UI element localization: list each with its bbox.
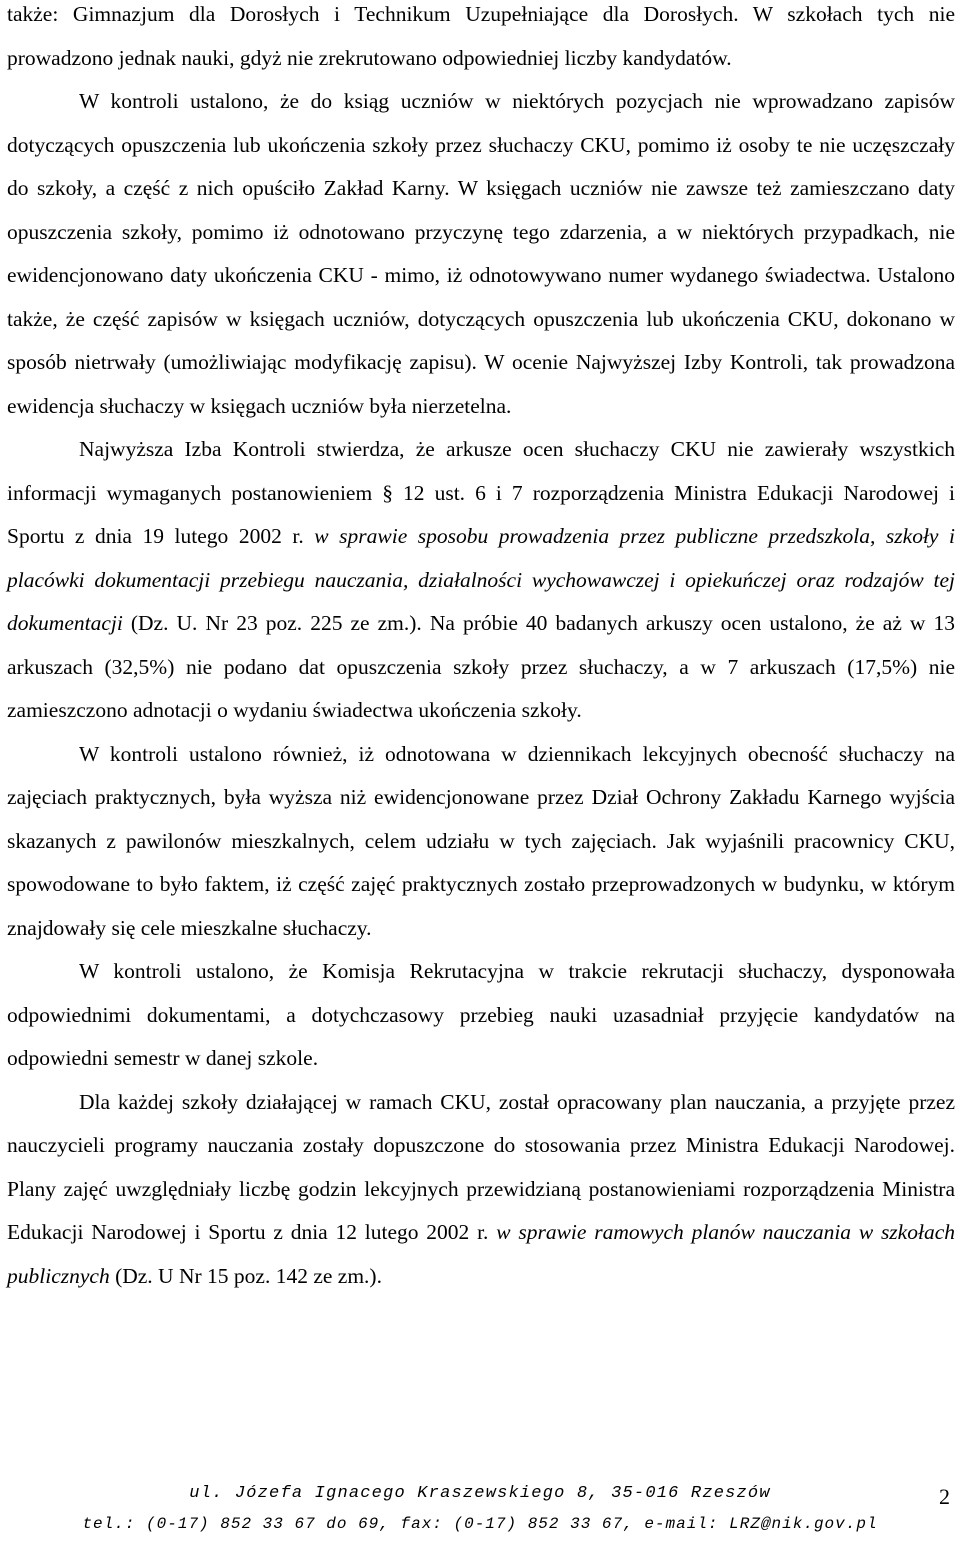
paragraph-text: (Dz. U. Nr 23 poz. 225 ze zm.). Na próbie 40 badanych arkuszy ocen ustalono, że aż w 13 arkuszach (32,5%) nie podano dat opuszczenia szkoły przez słuchaczy, a w 7 arkuszach (17,5%) nie zamieszczono adnotacji o wydaniu świadectwa ukończenia szkoły. — [7, 611, 955, 722]
paragraph-0 — [7, 0, 955, 80]
paragraph-text: W kontroli ustalono, że do ksiąg uczniów w niektórych pozycjach nie wprowadzano zapisów dotyczących opuszczenia lub ukończenia szkoły przez słuchaczy CKU, pomimo iż osoby te nie uczęszczały do szkoły, a część z nich opuściło Zakład Karny. W księgach uczniów nie zawsze też zamieszczano daty opuszczenia szkoły, pomimo iż odnotowano przyczynę tego zdarzenia, a w niektórych przypadkach, nie ewidencjonowano daty ukończenia CKU - mimo, iż odnotowywano numer wydanego świadectwa. Ustalono także, że część zapisów w księgach uczniów, dotyczących opuszczenia lub ukończenia CKU, dokonano w sposób nietrwały (umożliwiając modyfikację zapisu). W ocenie Najwyższej Izby Kontroli, tak prowadzona ewidencja słuchaczy w księgach uczniów była nierzetelna. — [7, 89, 955, 418]
page-number: 2 — [939, 1484, 950, 1509]
footer-address: ul. Józefa Ignacego Kraszewskiego 8, 35-016 Rzeszów — [189, 1484, 771, 1503]
paragraph-text: także: Gimnazjum dla Dorosłych i Technikum Uzupełniające dla Dorosłych. W szkołach tych nie prowadzono jednak nauki, gdyż nie zrekrutowano odpowiedniej liczby kandydatów. — [7, 2, 955, 70]
paragraph-text: (Dz. U Nr 15 poz. 142 ze zm.). — [109, 1263, 382, 1288]
paragraph-text: W kontroli ustalono, że Komisja Rekrutacyjna w trakcie rekrutacji słuchaczy, dysponowała odpowiednimi dokumentami, a dotychczasowy przebieg nauki uzasadniał przyjęcie kandydatów na odpowiedni semestr w danej szkole. — [7, 959, 955, 1070]
paragraph-3 — [7, 733, 955, 951]
paragraph-4 — [7, 950, 955, 1081]
paragraph-5 — [7, 1081, 955, 1299]
paragraph-2 — [7, 428, 955, 733]
italic-title-text: w sprawie sposobu prowadzenia przez publiczne przedszkola, szkoły i placówki dokumentacji przebiegu nauczania, działalności wychowawczej i opiekuńczej oraz rodzajów tej dokumentacji — [7, 524, 955, 635]
footer-contact: tel.: (0-17) 852 33 67 do 69, fax: (0-17) 852 33 67, e-mail: LRZ@nik.gov.pl — [82, 1515, 878, 1533]
italic-title-text: w sprawie ramowych planów nauczania w szkołach publicznych — [7, 1220, 955, 1288]
document-body — [7, 0, 955, 1298]
paragraph-text: Najwyższa Izba Kontroli stwierdza, że arkusze ocen słuchaczy CKU nie zawierały wszystkich informacji wymaganych postanowieniem § 12 ust. 6 i 7 rozporządzenia Ministra Edukacji Narodowej i Sportu z dnia 19 lutego 2002 r. — [7, 437, 955, 548]
paragraph-text: Dla każdej szkoły działającej w ramach CKU, został opracowany plan nauczania, a przyjęte przez nauczycieli programy nauczania zostały dopuszczone do stosowania przez Ministra Edukacji Narodowej. Plany zajęć uwzględniały liczbę godzin lekcyjnych przewidzianą postanowieniami rozporządzenia Ministra Edukacji Narodowej i Sportu z dnia 12 lutego 2002 r. — [7, 1089, 955, 1244]
paragraph-1 — [7, 80, 955, 428]
paragraph-text: W kontroli ustalono również, iż odnotowana w dziennikach lekcyjnych obecność słuchaczy na zajęciach praktycznych, była wyższa niż ewidencjonowane przez Dział Ochrony Zakładu Karnego wyjścia skazanych z pawilonów mieszkalnych, celem udziału w tych zajęciach. Jak wyjaśnili pracownicy CKU, spowodowane to było faktem, iż część zajęć praktycznych zostało przeprowadzonych w budynku, w którym znajdowały się cele mieszkalne słuchaczy. — [7, 741, 955, 940]
